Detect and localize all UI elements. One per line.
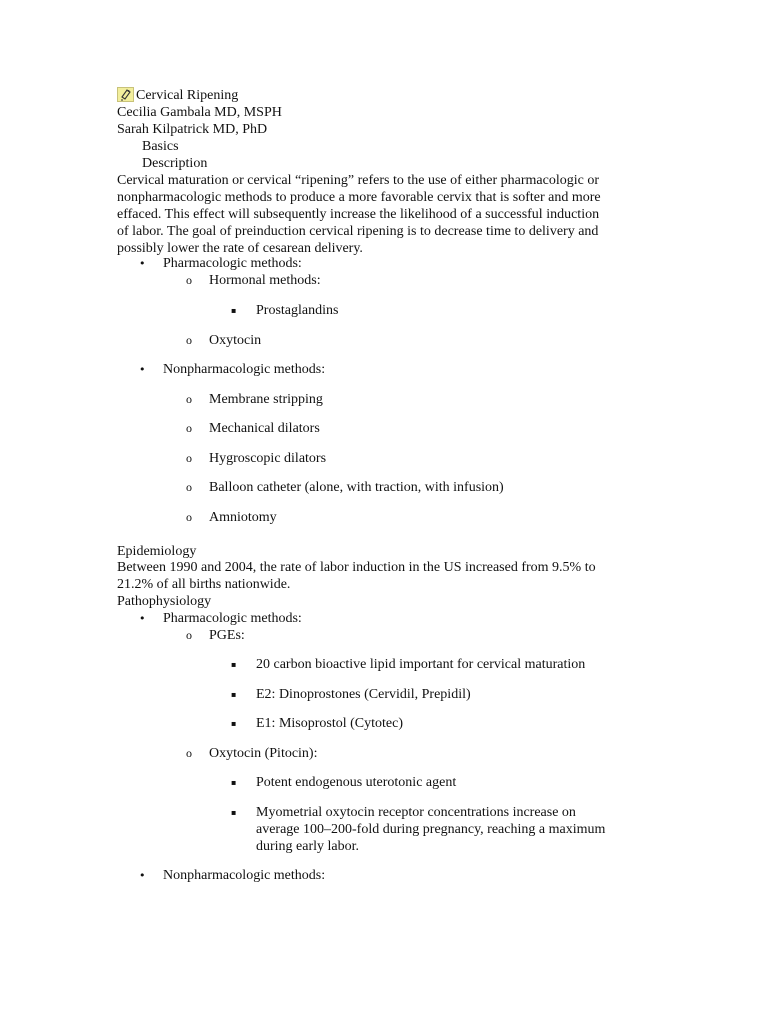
list-bullet: o	[186, 451, 192, 465]
description-paragraph	[117, 172, 662, 257]
list-item: Pharmacologic methods:	[163, 256, 302, 271]
list-item: E2: Dinoprostones (Cervidil, Prepidil)	[256, 687, 471, 702]
list-item: Oxytocin (Pitocin):	[209, 746, 318, 761]
list-bullet: o	[186, 421, 192, 435]
list-bullet: ▪	[231, 660, 237, 669]
list-item: Potent endogenous uterotonic agent	[256, 775, 457, 790]
list-bullet: o	[186, 746, 192, 760]
list-bullet: ▪	[231, 690, 237, 699]
list-item: Balloon catheter (alone, with traction, with infusion)	[209, 480, 504, 495]
list-bullet: •	[139, 612, 146, 625]
author-line: Sarah Kilpatrick MD, PhD	[117, 122, 268, 137]
paragraph-line: Between 1990 and 2004, the rate of labor induction in the US increased from 9.5% to	[117, 560, 596, 575]
list-item: Hormonal methods:	[209, 273, 321, 288]
list-bullet: o	[186, 273, 192, 287]
anchor-note-icon[interactable]	[117, 87, 134, 102]
list-item: Nonpharmacologic methods:	[163, 362, 326, 377]
list-bullet: •	[139, 363, 146, 376]
paragraph-line: effaced. This effect will subsequently increase the likelihood of a successful induction	[117, 207, 600, 222]
list-bullet: ▪	[231, 778, 237, 787]
list-item: Mechanical dilators	[209, 421, 320, 436]
author-line: Cecilia Gambala MD, MSPH	[117, 105, 282, 120]
paragraph-line: Cervical maturation or cervical “ripening” refers to the use of either pharmacologic or	[117, 173, 600, 188]
list-item: Prostaglandins	[256, 303, 339, 318]
list-bullet: ▪	[231, 808, 237, 817]
list-bullet: ▪	[231, 306, 237, 315]
list-bullet: o	[186, 510, 192, 524]
list-bullet: o	[186, 480, 192, 494]
paragraph-line: Myometrial oxytocin receptor concentrations increase on	[256, 805, 576, 820]
list-item: PGEs:	[209, 628, 245, 643]
list-item: E1: Misoprostol (Cytotec)	[256, 716, 403, 731]
list-item: Pharmacologic methods:	[163, 611, 302, 626]
heading-description: Description	[142, 156, 208, 171]
paragraph-line: 21.2% of all births nationwide.	[117, 577, 291, 592]
list-item: Oxytocin	[209, 333, 262, 348]
paragraph-line: of labor. The goal of preinduction cervical ripening is to decrease time to delivery and	[117, 224, 599, 239]
list-bullet: o	[186, 333, 192, 347]
list-item: Hygroscopic dilators	[209, 451, 327, 466]
list-item	[256, 804, 656, 855]
epidemiology-paragraph	[117, 559, 662, 593]
paragraph-line: during early labor.	[256, 839, 360, 854]
list-bullet: •	[139, 869, 146, 882]
list-bullet: o	[186, 628, 192, 642]
document-title: Cervical Ripening	[136, 88, 239, 103]
heading-epidemiology: Epidemiology	[117, 544, 197, 559]
list-item: Nonpharmacologic methods:	[163, 868, 326, 883]
list-item: 20 carbon bioactive lipid important for cervical maturation	[256, 657, 586, 672]
list-bullet: ▪	[231, 719, 237, 728]
list-item: Membrane stripping	[209, 392, 323, 407]
heading-pathophysiology: Pathophysiology	[117, 594, 212, 609]
paragraph-line: nonpharmacologic methods to produce a more favorable cervix that is softer and more	[117, 190, 601, 205]
list-bullet: o	[186, 392, 192, 406]
heading-basics: Basics	[142, 139, 179, 154]
list-bullet: •	[139, 257, 146, 270]
paragraph-line: average 100–200-fold during pregnancy, reaching a maximum	[256, 822, 606, 837]
paragraph-line: possibly lower the rate of cesarean delivery.	[117, 241, 363, 256]
list-item: Amniotomy	[209, 510, 277, 525]
